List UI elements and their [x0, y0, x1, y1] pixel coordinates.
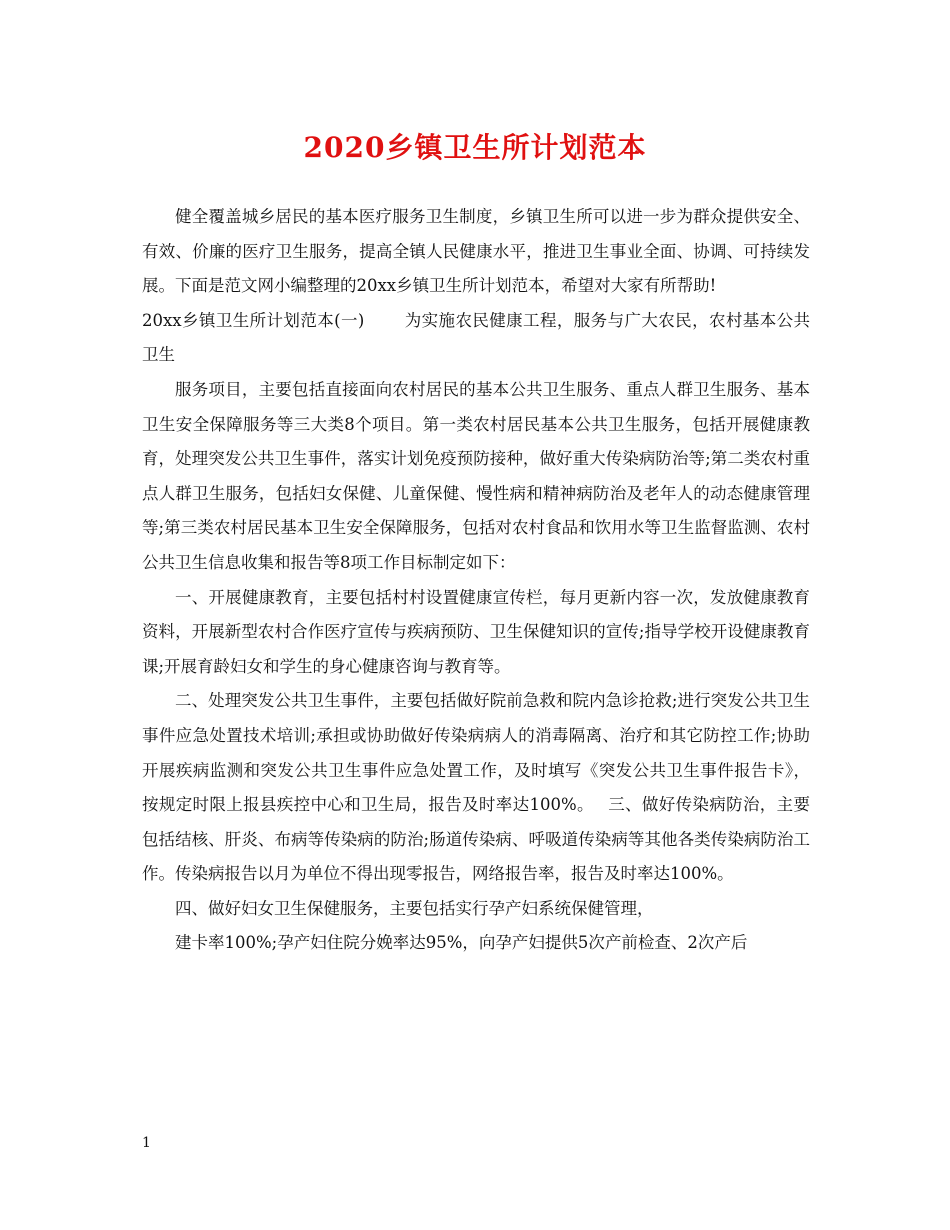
section-heading: 20xx乡镇卫生所计划范本(一) — [142, 310, 365, 330]
item4-continuation: 建卡率100%;孕产妇住院分娩率达95%，向孕产妇提供5次产前检查、2次产后 — [175, 933, 748, 953]
section-paragraph — [142, 304, 810, 373]
document-title: 2020乡镇卫生所计划范本 — [303, 131, 647, 164]
page-number: 1 — [142, 1135, 151, 1151]
document-body — [142, 200, 810, 961]
item2-text: 二、处理突发公共卫生事件，主要包括做好院前急救和院内急诊抢救;进行突发公共卫生事件应急处置技术培训;承担或协助做好传染病病人的消毒隔离、治疗和其它防控工作;协助开展疾病监测和突发公共卫生事件应急处置工作，及时填写《突发公共卫生事件报告卡》，按规定时限上报县疾控中心和卫生局，报告及时率达100%。 — [142, 691, 810, 815]
item1-paragraph: 一、开展健康教育，主要包括村村设置健康宣传栏，每月更新内容一次，发放健康教育资料，开展新型农村合作医疗宣传与疾病预防、卫生保健知识的宣传;指导学校开设健康教育课;开展育龄妇女和学生的身心健康咨询与教育等。 — [142, 587, 810, 676]
item4-paragraph: 四、做好妇女卫生保健服务，主要包括实行孕产妇系统保健管理， — [175, 898, 654, 918]
item2-paragraph — [142, 684, 810, 892]
services-paragraph: 服务项目，主要包括直接面向农村居民的基本公共卫生服务、重点人群卫生服务、基本卫生安全保障服务等三大类8个项目。第一类农村居民基本公共卫生服务，包括开展健康教育，处理突发公共卫生事件，落实计划免疫预防接种，做好重大传染病防治等;第二类农村重点人群卫生服务，包括妇女保健、儿童保健、慢性病和精神病防治及老年人的动态健康管理等;第三类农村居民基本卫生安全保障服务，包括对农村食品和饮用水等卫生监督监测、农村公共卫生信息收集和报告等8项工作目标制定如下： — [142, 379, 810, 572]
intro-paragraph: 健全覆盖城乡居民的基本医疗服务卫生制度，乡镇卫生所可以进一步为群众提供安全、有效、价廉的医疗卫生服务，提高全镇人民健康水平，推进卫生事业全面、协调、可持续发展。下面是范文网小编整理的20xx乡镇卫生所计划范本，希望对大家有所帮助! — [142, 207, 810, 296]
section-lead: 为实施农民健康工程，服务与广大农民，农村基本公共卫生 — [142, 310, 811, 365]
item3-text: 三、做好传染病防治，主要包括结核、肝炎、布病等传染病的防治;肠道传染病、呼吸道传染病等其他各类传染病防治工作。传染病报告以月为单位不得出现零报告，网络报告率，报告及时率达100%。 — [142, 795, 811, 884]
